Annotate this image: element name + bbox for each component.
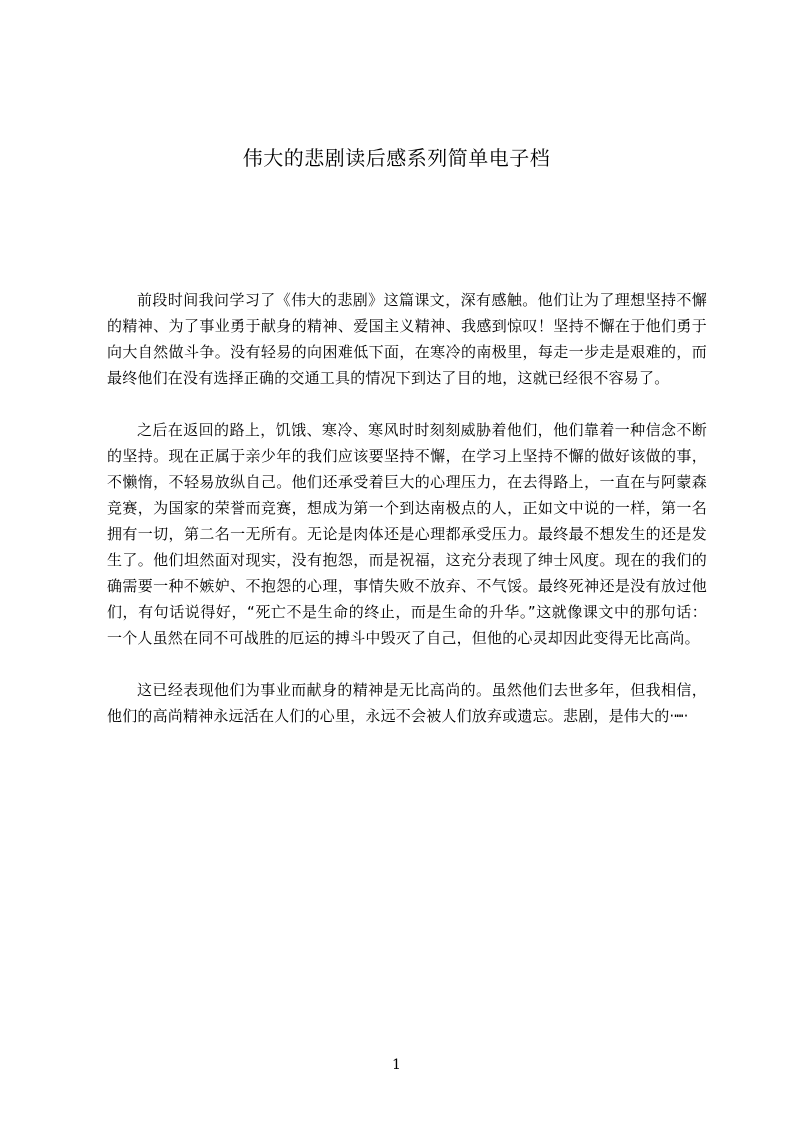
paragraph-1: 前段时间我问学习了《伟大的悲剧》这篇课文，深有感触。他们让为了理想坚持不懈的精神、为了事业勇于献身的精神、爱国主义精神、我感到惊叹！坚持不懈在于他们勇于向大自然做斗争。没有轻易的向困难低下面，在寒冷的南极里，每走一步走是艰难的，而最终他们在没有选择正确的交通工具的情况下到达了目的地，这就已经很不容易了。 [107, 291, 707, 387]
document-title: 伟大的悲剧读后感系列简单电子档 [242, 146, 551, 170]
paragraph-2: 之后在返回的路上，饥饿、寒冷、寒风时时刻刻威胁着他们，他们靠着一种信念不断的坚持。现在正属于亲少年的我们应该要坚持不懈，在学习上坚持不懈的做好该做的事，不懒惰，不轻易放纵自己。他们还承受着巨大的心理压力，在去得路上，一直在与阿蒙森竞赛，为国家的荣誉而竞赛，想成为第一个到达南极点的人，正如文中说的一样，第一名拥有一切，第二名一无所有。无论是肉体还是心理都承受压力。最终最不想发生的还是发生了。他们坦然面对现实，没有抱怨，而是祝福，这充分表现了绅士风度。现在的我们的确需要一种不嫉妒、不抱怨的心理，事情失败不放弃、不气馁。最终死神还是没有放过他们，有句话说得好，“死亡不是生命的终止，而是生命的升华。”这就像课文中的那句话：一个人虽然在同不可战胜的厄运的搏斗中毁灭了自己，但他的心灵却因此变得无比高尚。 [107, 421, 707, 647]
document-body [107, 287, 707, 755]
paragraph-3: 这已经表现他们为事业而献身的精神是无比高尚的。虽然他们去世多年，但我相信，他们的高尚精神永远活在人们的心里，永远不会被人们放弃或遗忘。悲剧，是伟大的·┉· [107, 681, 707, 725]
page-number: 1 [392, 1057, 401, 1073]
